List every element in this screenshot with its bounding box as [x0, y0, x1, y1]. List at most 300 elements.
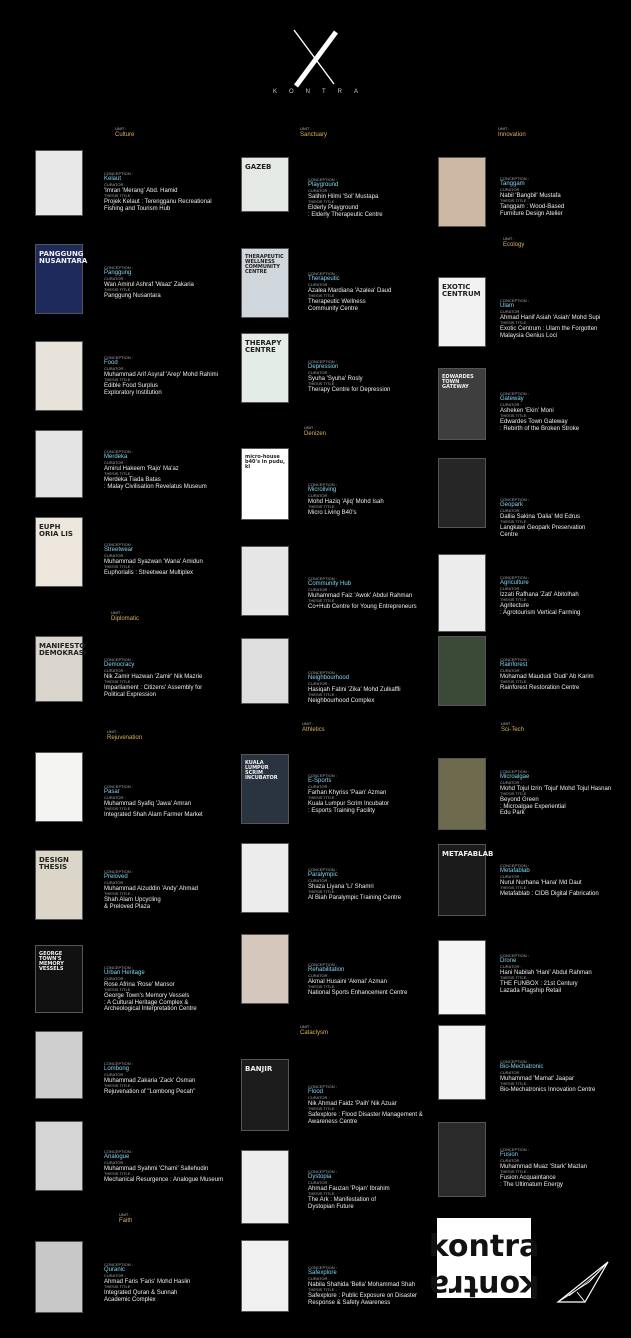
thesis-label: THESIS TITLE :	[104, 1083, 133, 1089]
thesis-label: THESIS TITLE :	[104, 891, 133, 897]
thesis-cover-safexplore[interactable]	[241, 1240, 289, 1312]
project-info-preloved	[104, 870, 198, 910]
curator-label: CURATOR :	[104, 182, 126, 188]
thesis-cover-flood[interactable]	[241, 1059, 289, 1131]
unit-label-diplomatic: UNIT : Diplomatic	[111, 610, 140, 622]
thesis-title-line: Beyond Green	[500, 796, 539, 803]
conception-label: CONCEPTION :	[500, 657, 529, 662]
thesis-label: THESIS TITLE :	[500, 885, 529, 891]
conception-label: CONCEPTION :	[104, 1149, 133, 1154]
curator-value: Mohd Tojul Izrin 'Tojul' Mohd Tojul Hasnan	[500, 785, 612, 792]
curator-value: Mohamad Maududi 'Dudi' Ab Karim	[500, 673, 594, 680]
conception-value: Gateway	[500, 396, 524, 403]
thesis-label: THESIS TITLE :	[104, 679, 133, 685]
project-info-quranic	[104, 1263, 190, 1303]
thesis-label: THESIS TITLE :	[308, 293, 337, 299]
curator-label: CURATOR :	[308, 681, 330, 687]
conception-value: Rainforest	[500, 662, 528, 669]
curator-value: Muhammad Faiz 'Awok' Abdul Rahman	[308, 592, 413, 599]
thesis-label: THESIS TITLE :	[104, 1171, 133, 1177]
conception-value: Flood	[308, 1089, 324, 1096]
conception-label: CONCEPTION :	[500, 298, 529, 303]
project-info-paralympic	[308, 868, 401, 902]
thesis-title-line: : Elderly Therapeutic Centre	[308, 211, 383, 218]
thesis-title-line: The Ark : Manifestation of	[308, 1196, 377, 1203]
thesis-label: THESIS TITLE :	[104, 193, 133, 199]
thesis-title-line: Centre	[500, 531, 519, 538]
curator-label: CURATOR :	[500, 964, 522, 970]
conception-value: Geopark	[500, 502, 524, 509]
conception-label: CONCEPTION :	[500, 497, 529, 502]
project-info-microalgae	[500, 770, 611, 817]
thesis-title-line: & Preloved Plaza	[104, 903, 151, 910]
curator-value: Dallia Sakina 'Dalia' Md Edrus	[500, 513, 580, 520]
curator-label: CURATOR :	[104, 276, 126, 282]
project-info-kelaut	[104, 172, 212, 212]
thesis-label: THESIS TITLE :	[308, 795, 337, 801]
thesis-title-line: Integrated Quran & Sunnah	[104, 1289, 178, 1296]
thesis-title-line: Neighbourhood Complex	[308, 697, 375, 704]
curator-value: Asheken 'Ekin' Moni	[500, 407, 554, 414]
thesis-cover-paralympic[interactable]	[241, 843, 289, 913]
conception-label: CONCEPTION :	[104, 355, 133, 360]
curator-label: CURATOR :	[104, 880, 126, 886]
cover-title-text: MANIFESTO DEMOKRASI	[39, 642, 87, 657]
curator-label: CURATOR :	[500, 309, 522, 315]
conception-value: Microliving	[308, 487, 337, 494]
curator-label: CURATOR :	[308, 784, 330, 790]
thesis-cover-playground[interactable]	[241, 157, 289, 212]
kontra-poster-logotype: kontra	[428, 1229, 540, 1264]
curator-value: Izzati Rafhana 'Zati' Abitolhah	[500, 591, 579, 598]
thesis-title-line: Political Expression	[104, 691, 157, 698]
unit-label-denizen: UNIT : Denizen	[304, 425, 327, 437]
conception-value: Drone	[500, 958, 517, 965]
conception-label: CONCEPTION :	[500, 176, 529, 181]
curator-label: CURATOR :	[308, 493, 330, 499]
conception-label: CONCEPTION :	[500, 391, 529, 396]
thesis-label: THESIS TITLE :	[500, 413, 529, 419]
project-info-rehabilitation	[308, 963, 407, 997]
thesis-cover-streetwear[interactable]	[35, 517, 83, 587]
thesis-title-line: Therapeutic Wellness	[308, 298, 366, 305]
unit-label-sci-tech: UNIT : Sci-Tech	[501, 721, 525, 733]
curator-label: CURATOR :	[500, 1070, 522, 1076]
conception-value: Democracy	[104, 662, 135, 669]
thesis-title-line: Lazada Flagship Retail	[500, 987, 562, 994]
cover-title-text: BANJIR	[245, 1065, 273, 1073]
thesis-cover-gateway[interactable]	[438, 368, 486, 440]
curator-label: CURATOR :	[104, 460, 126, 466]
thesis-cover-drone[interactable]	[438, 940, 486, 1015]
conception-value: Bio-Mechatronic	[500, 1064, 544, 1071]
thesis-label: THESIS TITLE :	[308, 199, 337, 205]
thesis-cover-rainforest[interactable]	[438, 636, 486, 706]
thesis-title-line: Fusion Acquaintance	[500, 1174, 556, 1181]
project-info-depression	[308, 360, 390, 394]
conception-value: Urban Heritage	[104, 970, 145, 977]
thesis-cover-agriculture[interactable]	[438, 554, 486, 632]
curator-value: Nik Ahmad Faidz 'Paih' Nik Azuar	[308, 1100, 397, 1107]
conception-label: CONCEPTION :	[500, 953, 529, 958]
project-info-microliving	[308, 483, 384, 517]
curator-value: Nabila Shahida 'Bella' Mohammad Shah	[308, 1281, 416, 1288]
thesis-label: THESIS TITLE :	[500, 320, 529, 326]
project-info-streetwear	[104, 543, 203, 577]
thesis-title-line: Merdeka Tiada Batas	[104, 476, 161, 483]
project-info-food	[104, 356, 218, 396]
curator-value: Hani Nabilah 'Hani' Abdul Rahman	[500, 969, 592, 976]
project-info-democracy	[104, 658, 202, 698]
curator-value: Ahmad Fauzan 'Pojan' Ibrahim	[308, 1185, 390, 1192]
thesis-title-line: Rainforest Restoration Centre	[500, 684, 580, 691]
conception-label: CONCEPTION :	[308, 1169, 337, 1174]
thesis-title-line: Kuala Lumpur Scrim Incubator	[308, 800, 390, 807]
thesis-title-line: Edible Food Surplus	[104, 382, 159, 389]
thesis-title-line: Safexplore : Public Exposure on Disaster	[308, 1292, 418, 1299]
thesis-cover-tanggam[interactable]	[438, 157, 486, 227]
thesis-cover-geopark[interactable]	[438, 458, 486, 528]
conception-value: Food	[104, 360, 118, 367]
project-info-ulam	[500, 299, 600, 339]
cover-title-text: PANGGUNG NUSANTARA	[39, 250, 88, 265]
thesis-title-line: Micro Living B40's	[308, 509, 357, 516]
thesis-title-line: Safexplore : Flood Disaster Management &	[308, 1111, 423, 1118]
thesis-title-line: Dystopian Future	[308, 1203, 354, 1210]
thesis-cover-rehabilitation[interactable]	[241, 934, 289, 1004]
conception-label: CONCEPTION :	[308, 867, 337, 872]
thesis-title-line: Imparliament : Citizens' Assembly for	[104, 684, 203, 691]
curator-value: Farhan Khyriss 'Paan' Azman	[308, 789, 387, 796]
curator-value: Muhammad Syafiq 'Jawa' Amran	[104, 800, 191, 807]
conception-value: Therapeutic	[308, 276, 340, 283]
unit-label-faith: UNIT : Faith	[119, 1212, 133, 1224]
curator-value: Hasiqah Fatini 'Zika' Mohd Zulkaffli	[308, 686, 401, 693]
thesis-cover-pasar[interactable]	[35, 752, 83, 822]
conception-label: CONCEPTION :	[104, 449, 133, 454]
conception-label: CONCEPTION :	[308, 271, 337, 276]
project-info-geopark	[500, 498, 585, 538]
thesis-title-line: Archeological Interpretation Centre	[104, 1006, 197, 1013]
kontra-poster-art	[428, 1218, 540, 1303]
curator-value: Azalea Mardiana 'Azalea' Daud	[308, 287, 392, 294]
project-info-metafablab	[500, 864, 599, 898]
conception-value: Agriculture	[500, 580, 529, 587]
curator-value: Muhammad Zakaria 'Zack' Osman	[104, 1077, 196, 1084]
thesis-cover-urban-heritage[interactable]	[35, 945, 83, 1013]
conception-label: CONCEPTION :	[308, 962, 337, 967]
unit-label-athletics: UNIT : Athletics	[302, 721, 325, 733]
thesis-title-line: Bio-Mechatronics Innovation Centre	[500, 1086, 596, 1093]
project-info-bio-mechatronic	[500, 1060, 595, 1094]
project-info-therapeutic	[308, 272, 391, 312]
curator-label: CURATOR :	[500, 874, 522, 880]
conception-label: CONCEPTION :	[104, 171, 133, 176]
project-info-playground	[308, 178, 383, 218]
curator-label: CURATOR :	[500, 1158, 522, 1164]
curator-value: Ahmad Hanif Asiah 'Asiah' Mohd Supi	[500, 314, 601, 321]
thesis-cover-microalgae[interactable]	[438, 758, 486, 830]
curator-value: Muhammad 'Mamat' Jaapar	[500, 1075, 574, 1082]
conception-label: CONCEPTION :	[308, 482, 337, 487]
project-info-gateway	[500, 392, 579, 432]
thesis-title-line: Projek Kelaut : Terengganu Recreational	[104, 198, 212, 205]
curator-label: CURATOR :	[500, 508, 522, 514]
conception-value: Depression	[308, 364, 339, 371]
curator-label: CURATOR :	[500, 187, 522, 193]
curator-value: Muhammad Muaz 'Stark' Mazlan	[500, 1163, 587, 1170]
thesis-title-line: Exploratory Institution	[104, 389, 162, 396]
curator-label: CURATOR :	[308, 878, 330, 884]
thesis-title-line: Langkawi Geopark Preservation	[500, 524, 586, 531]
thesis-title-line: George Town's Memory Vessels	[104, 992, 190, 999]
thesis-cover-democracy[interactable]	[35, 636, 87, 702]
thesis-label: THESIS TITLE :	[308, 598, 337, 604]
curator-label: CURATOR :	[500, 668, 522, 674]
curator-label: CURATOR :	[308, 587, 330, 593]
thesis-title-line: Response & Safety Awareness	[308, 1299, 391, 1306]
conception-label: CONCEPTION :	[308, 1265, 337, 1270]
curator-value: Muhammad Aizuddin 'Andy' Ahmad	[104, 885, 199, 892]
cover-title-text: KUALA LUMPUR SCRIM INCUBATOR	[245, 760, 278, 781]
thesis-title-line: Exotic Centrum : Ulam the Forgotten	[500, 325, 598, 332]
brand-name: KONTRA	[272, 89, 370, 95]
curator-label: CURATOR :	[104, 1273, 126, 1279]
thesis-label: THESIS TITLE :	[104, 471, 133, 477]
thesis-title-line: : Agrotourism Vertical Farming	[500, 609, 581, 616]
thesis-title-line: Mechanical Resurgence : Analogue Museum	[104, 1176, 224, 1183]
curator-value: Nabil 'Bangbil' Mustafa	[500, 192, 561, 199]
thesis-title-line: Agritecture	[500, 602, 530, 609]
conception-value: Rehabilitation	[308, 967, 345, 974]
curator-label: CURATOR :	[104, 553, 126, 559]
project-info-community-hub	[308, 577, 417, 611]
thesis-cover-quranic[interactable]	[35, 1241, 83, 1313]
conception-value: Metafablab	[500, 868, 530, 875]
thesis-label: THESIS TITLE :	[500, 1081, 529, 1087]
project-info-flood	[308, 1085, 423, 1125]
conception-value: Playground	[308, 182, 339, 189]
curator-value: Muhammad Syazwan 'Wana' Amidun	[104, 558, 203, 565]
curator-label: CURATOR :	[104, 1072, 126, 1078]
conception-label: CONCEPTION :	[308, 576, 337, 581]
curator-value: Ahmad Faris 'Faris' Mohd Haslin	[104, 1278, 191, 1285]
thesis-cover-community-hub[interactable]	[241, 546, 289, 616]
cover-title-text: METAFABLAB	[442, 850, 494, 858]
conception-value: Safexplore	[308, 1270, 337, 1277]
thesis-title-line: National Sports Enhancement Centre	[308, 989, 408, 996]
thesis-label: THESIS TITLE :	[500, 519, 529, 525]
thesis-cover-neighbourhood[interactable]	[241, 638, 289, 704]
thesis-label: THESIS TITLE :	[500, 791, 529, 797]
curator-value: 'Imran 'Merang' Abd. Hamid	[104, 187, 178, 194]
conception-label: CONCEPTION :	[104, 784, 133, 789]
thesis-cover-dystopia[interactable]	[241, 1150, 289, 1224]
curator-label: CURATOR :	[308, 973, 330, 979]
conception-label: CONCEPTION :	[500, 1059, 529, 1064]
thesis-cover-microliving[interactable]	[241, 448, 289, 520]
thesis-label: THESIS TITLE :	[104, 806, 133, 812]
cover-title-text: EXOTIC CENTRUM	[442, 283, 481, 298]
thesis-title-line: Al Biah Paralympic Training Centre	[308, 894, 402, 901]
unit-label-culture: UNIT : Culture	[115, 126, 135, 138]
thesis-cover-ulam[interactable]	[438, 277, 486, 347]
curator-value: Shaza Liyana 'Li' Shamri	[308, 883, 374, 890]
thesis-label: THESIS TITLE :	[308, 1191, 337, 1197]
project-info-e-sports	[308, 774, 389, 814]
project-info-panggung	[104, 266, 194, 300]
conception-value: Dystopia	[308, 1174, 332, 1181]
conception-label: CONCEPTION :	[104, 542, 133, 547]
conception-value: Lombong	[104, 1066, 130, 1073]
thesis-label: THESIS TITLE :	[500, 597, 529, 603]
conception-value: Kelaut	[104, 176, 122, 183]
thesis-title-line: : Malay Civilisation Revelatus Museum	[104, 483, 207, 490]
curator-label: CURATOR :	[308, 1276, 330, 1282]
cover-title-text: EDWARDES TOWN GATEWAY	[442, 374, 474, 390]
cover-title-text: EUPH ORIA LIS	[39, 523, 73, 538]
conception-value: Microalgae	[500, 774, 530, 781]
unit-label-cataclysm: UNIT : Cataclysm	[300, 1024, 329, 1036]
thesis-cover-therapeutic[interactable]	[241, 248, 289, 318]
unit-label-rejuvenation: UNIT : Rejuvenation	[107, 729, 143, 741]
curator-label: CURATOR :	[308, 370, 330, 376]
thesis-title-line: : A Cultural Heritage Complex &	[104, 999, 189, 1006]
project-info-fusion	[500, 1148, 587, 1188]
conception-value: Neighbourhood	[308, 675, 350, 682]
conception-label: CONCEPTION :	[308, 773, 337, 778]
thesis-title-line: Furniture Design Atelier	[500, 210, 563, 217]
thesis-cover-fusion[interactable]	[438, 1122, 486, 1197]
thesis-cover-food[interactable]	[35, 341, 83, 411]
project-info-urban-heritage	[104, 966, 197, 1013]
conception-value: Fusion	[500, 1152, 519, 1159]
conception-label: CONCEPTION :	[308, 359, 337, 364]
thesis-title-line: Co+Hub Centre for Young Entrepreneurs	[308, 603, 417, 610]
thesis-cover-bio-mechatronic[interactable]	[438, 1025, 486, 1100]
thesis-title-line: Community Centre	[308, 305, 359, 312]
thesis-title-line: Rejuvenation of "Lombong Pecah"	[104, 1088, 196, 1095]
conception-label: CONCEPTION :	[500, 863, 529, 868]
project-info-merdeka	[104, 450, 207, 490]
curator-label: CURATOR :	[104, 366, 126, 372]
project-info-dystopia	[308, 1170, 390, 1210]
thesis-title-line: Elderly Playground	[308, 204, 359, 211]
conception-label: CONCEPTION :	[104, 265, 133, 270]
conception-label: CONCEPTION :	[104, 869, 133, 874]
thesis-label: THESIS TITLE :	[308, 1287, 337, 1293]
curator-label: CURATOR :	[308, 1180, 330, 1186]
thesis-label: THESIS TITLE :	[308, 504, 337, 510]
thesis-cover-depression[interactable]	[241, 333, 289, 403]
cover-title-text: micro-house b40's in pudu, kl	[245, 454, 285, 470]
thesis-label: THESIS TITLE :	[104, 377, 133, 383]
unit-label-sanctuary: UNIT : Sanctuary	[300, 126, 328, 138]
thesis-label: THESIS TITLE :	[104, 1284, 133, 1290]
conception-value: Ulam	[500, 303, 515, 310]
conception-value: Merdeka	[104, 454, 128, 461]
conception-label: CONCEPTION :	[500, 1147, 529, 1152]
thesis-title-line: Therapy Centre for Depression	[308, 386, 391, 393]
thesis-title-line: Metafablab : CIDB Digital Fabrication	[500, 890, 599, 897]
cover-title-text: DESIGN THESIS	[39, 856, 69, 871]
conception-value: Pasar	[104, 789, 120, 796]
curator-value: Salihin Hilmi 'Sol' Mustapa	[308, 193, 379, 200]
thesis-label: THESIS TITLE :	[308, 984, 337, 990]
curator-value: Wan Amirul Ashraf 'Waaz' Zakaria	[104, 281, 194, 288]
thesis-title-line: Shah Alam Upcycling	[104, 896, 161, 903]
thesis-cover-e-sports[interactable]	[241, 754, 289, 824]
conception-value: Preloved	[104, 874, 128, 881]
conception-value: Quranic	[104, 1267, 126, 1274]
conception-label: CONCEPTION :	[500, 575, 529, 580]
thesis-title-line: Awareness Centre	[308, 1118, 358, 1125]
thesis-label: THESIS TITLE :	[308, 692, 337, 698]
cover-title-text: THERAPEUTIC WELLNESS COMMUNITY CENTRE	[245, 254, 284, 275]
curator-value: Rose Afrina 'Rose' Mansor	[104, 981, 175, 988]
conception-value: Analogue	[104, 1154, 130, 1161]
thesis-cover-metafablab[interactable]	[438, 844, 494, 916]
cover-title-text: THERAPY CENTRE	[245, 339, 282, 354]
thesis-title-line: Euphorialis : Streetwear Multiplex	[104, 569, 194, 576]
conception-value: Streetwear	[104, 547, 134, 554]
paper-plane-icon	[555, 1258, 611, 1306]
thesis-label: THESIS TITLE :	[500, 1169, 529, 1175]
thesis-title-line: Integrated Shah Alam Farmer Market	[104, 811, 203, 818]
thesis-label: THESIS TITLE :	[308, 889, 337, 895]
thesis-label: THESIS TITLE :	[104, 564, 133, 570]
thesis-cover-analogue[interactable]	[35, 1121, 83, 1191]
thesis-title-line: THE FUNBOX : 21st Century	[500, 980, 578, 987]
project-info-neighbourhood	[308, 671, 401, 705]
conception-value: E-Sports	[308, 778, 332, 785]
thesis-label: THESIS TITLE :	[500, 975, 529, 981]
curator-label: CURATOR :	[308, 1095, 330, 1101]
curator-value: Amirul Hakeem 'Rajo' Ma'az	[104, 465, 179, 472]
thesis-cover-kelaut[interactable]	[35, 150, 83, 216]
thesis-label: THESIS TITLE :	[500, 198, 529, 204]
curator-label: CURATOR :	[500, 780, 522, 786]
thesis-cover-lombong[interactable]	[35, 1031, 83, 1099]
project-info-rainforest	[500, 658, 594, 692]
curator-value: Muhammad Syahmi 'Chami' Sallehudin	[104, 1165, 209, 1172]
thesis-title-line: Academic Complex	[104, 1296, 156, 1303]
project-info-agriculture	[500, 576, 580, 616]
thesis-cover-panggung[interactable]	[35, 244, 88, 314]
curator-label: CURATOR :	[104, 668, 126, 674]
thesis-title-line: : Rebirth of the Broken Stroke	[500, 425, 580, 432]
kontra-poster-logotype-mirror: kontra	[428, 1268, 540, 1303]
project-info-lombong	[104, 1062, 195, 1096]
conception-label: CONCEPTION :	[308, 177, 337, 182]
thesis-cover-preloved[interactable]	[35, 850, 83, 920]
curator-label: CURATOR :	[308, 282, 330, 288]
conception-label: CONCEPTION :	[500, 769, 529, 774]
kontra-poster[interactable]	[428, 1218, 540, 1303]
thesis-label: THESIS TITLE :	[308, 1106, 337, 1112]
project-info-drone	[500, 954, 592, 994]
curator-label: CURATOR :	[104, 976, 126, 982]
unit-label-innovation: UNIT : Innovation	[498, 126, 526, 138]
conception-label: CONCEPTION :	[308, 1084, 337, 1089]
thesis-cover-merdeka[interactable]	[35, 430, 83, 498]
conception-value: Paralympic	[308, 872, 338, 879]
thesis-label: THESIS TITLE :	[308, 381, 337, 387]
project-info-safexplore	[308, 1266, 417, 1306]
curator-label: CURATOR :	[500, 402, 522, 408]
conception-label: CONCEPTION :	[104, 1262, 133, 1267]
curator-value: Muhammad Arif Asyraf 'Arep' Mohd Rahimi	[104, 371, 218, 378]
